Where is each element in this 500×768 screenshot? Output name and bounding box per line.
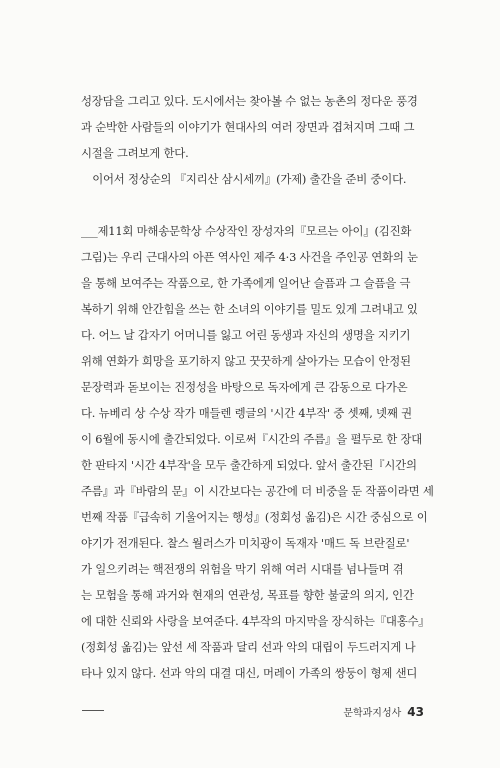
text-line: 과 순박한 사람들의 이야기가 현대사의 여러 장면과 겹쳐지며 그때 그 [81, 120, 415, 134]
text-line: ___제11회 마해송문학상 수상작인 장성자의『모르는 아이』(김진화 [81, 224, 412, 238]
page-number: 43 [407, 705, 424, 719]
text-line: 이어서 정상순의 『지리산 삼시세끼』(가제) 출간을 준비 중이다. [81, 172, 407, 186]
text-line: 가 일으키려는 핵전쟁의 위험을 막기 위해 여러 시대를 넘나들며 겪 [81, 562, 404, 576]
text-line: 시절을 그려보게 한다. [81, 146, 189, 160]
running-footer [300, 701, 424, 720]
text-line: 야기가 전개된다. 찰스 월러스가 미치광이 독재자 '매드 독 브란질로' [81, 536, 410, 550]
text-line: 는 모험을 통해 과거와 현재의 연관성, 목표를 향한 불굴의 의지, 인간 [81, 588, 414, 602]
text-line: 그림)는 우리 근대사의 아픈 역사인 제주 4·3 사건을 주인공 연화의 눈 [81, 250, 418, 264]
publisher-name: 문학과지성사 [343, 708, 402, 719]
text-line: 한 판타지 '시간 4부작'을 모두 출간하게 되었다. 앞서 출간된『시간의 [81, 458, 417, 472]
text-line: 복하기 위해 안간힘을 쓰는 한 소녀의 이야기를 밀도 있게 그려내고 있 [81, 302, 418, 316]
text-line: 위해 연화가 희망을 포기하지 않고 꿋꿋하게 살아가는 모습이 안정된 [81, 354, 411, 368]
text-line: 이 6월에 동시에 출간되었다. 이로써『시간의 주름』을 펼두로 한 장대 [81, 432, 423, 446]
text-line: 다. 어느 날 갑자기 어머니를 잃고 어린 동생과 자신의 생명을 지키기 [81, 328, 411, 342]
text-line: 타나 있지 않다. 선과 악의 대결 대신, 머레이 가족의 쌍둥이 형제 샌디 [81, 666, 418, 680]
footer-rule [82, 710, 104, 711]
text-line: 성장담을 그리고 있다. 도시에서는 찾아볼 수 없는 농촌의 정다운 풍경 [81, 94, 418, 108]
text-line: (정회성 옮김)는 앞선 세 작품과 달리 선과 악의 대립이 두드러지게 나 [81, 640, 416, 654]
text-line: 문장력과 돋보이는 진정성을 바탕으로 독자에게 큰 감동으로 다가온 [81, 380, 408, 394]
text-line: 다. 뉴베리 상 수상 작가 매들렌 렝글의 '시간 4부작' 중 셋째, 넷째 권 [81, 406, 412, 420]
text-line: 에 대한 신뢰와 사랑을 보여준다. 4부작의 마지막을 장식하는『대홍수』 [81, 614, 430, 628]
text-line: 을 통해 보여주는 작품으로, 한 가족에게 일어난 슬픔과 그 슬픔을 극 [81, 276, 411, 290]
text-line: 주름』과『바람의 문』이 시간보다는 공간에 더 비중을 둔 작품이라면 세 [81, 484, 434, 498]
text-line: 번째 작품『급속히 기울어지는 행성』(정회성 옮김)은 시간 중심으로 이 [81, 510, 428, 524]
